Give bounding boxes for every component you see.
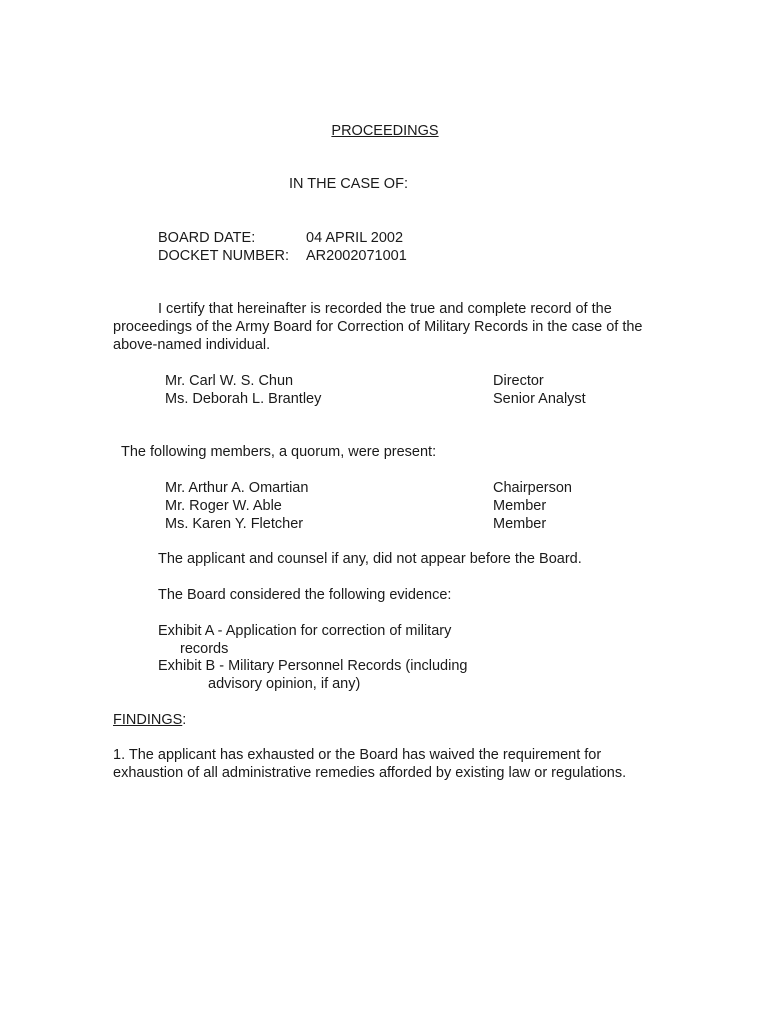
evidence-intro: The Board considered the following evidence:: [158, 587, 452, 603]
findings-heading: [113, 711, 186, 729]
case-of-heading: IN THE CASE OF:: [289, 176, 408, 192]
docket-number-value: AR2002071001: [306, 248, 407, 264]
board-date-label: BOARD DATE:: [158, 230, 256, 246]
findings-colon: :: [182, 712, 187, 728]
staff-role: Director: [493, 373, 544, 389]
member-role: Member: [493, 498, 547, 514]
member-name: Ms. Karen Y. Fletcher: [165, 516, 304, 532]
member-role: Member: [493, 516, 547, 532]
appearance-statement: The applicant and counsel if any, did not appear before the Board.: [158, 551, 582, 567]
members-intro: The following members, a quorum, were present:: [121, 444, 437, 460]
staff-name: Ms. Deborah L. Brantley: [165, 391, 322, 407]
exhibit-a-line-1: Exhibit A - Application for correction of military: [158, 623, 452, 639]
certify-paragraph: [113, 300, 653, 354]
page-title: PROCEEDINGS: [331, 123, 439, 139]
certify-text: I certify that hereinafter is recorded the true and complete record of the proceedings of the Army Board for Correction of Military Records in the case of the above-named individual.: [113, 301, 643, 353]
exhibit-b-line-1: Exhibit B - Military Personnel Records (including: [158, 658, 468, 674]
member-name: Mr. Arthur A. Omartian: [165, 480, 309, 496]
board-date-value: 04 APRIL 2002: [306, 230, 404, 246]
docket-number-label: DOCKET NUMBER:: [158, 248, 290, 264]
staff-name: Mr. Carl W. S. Chun: [165, 373, 294, 389]
staff-role: Senior Analyst: [493, 391, 586, 407]
exhibit-a-line-2: records: [180, 641, 229, 657]
member-role: Chairperson: [493, 480, 572, 496]
finding-1: 1. The applicant has exhausted or the Board has waived the requirement for exhaustion of all administrative remedies afforded by existing law or regulations.: [113, 747, 627, 781]
member-name: Mr. Roger W. Able: [165, 498, 282, 514]
exhibit-b-line-2: advisory opinion, if any): [208, 676, 361, 692]
findings-heading-text: FINDINGS: [113, 712, 183, 728]
